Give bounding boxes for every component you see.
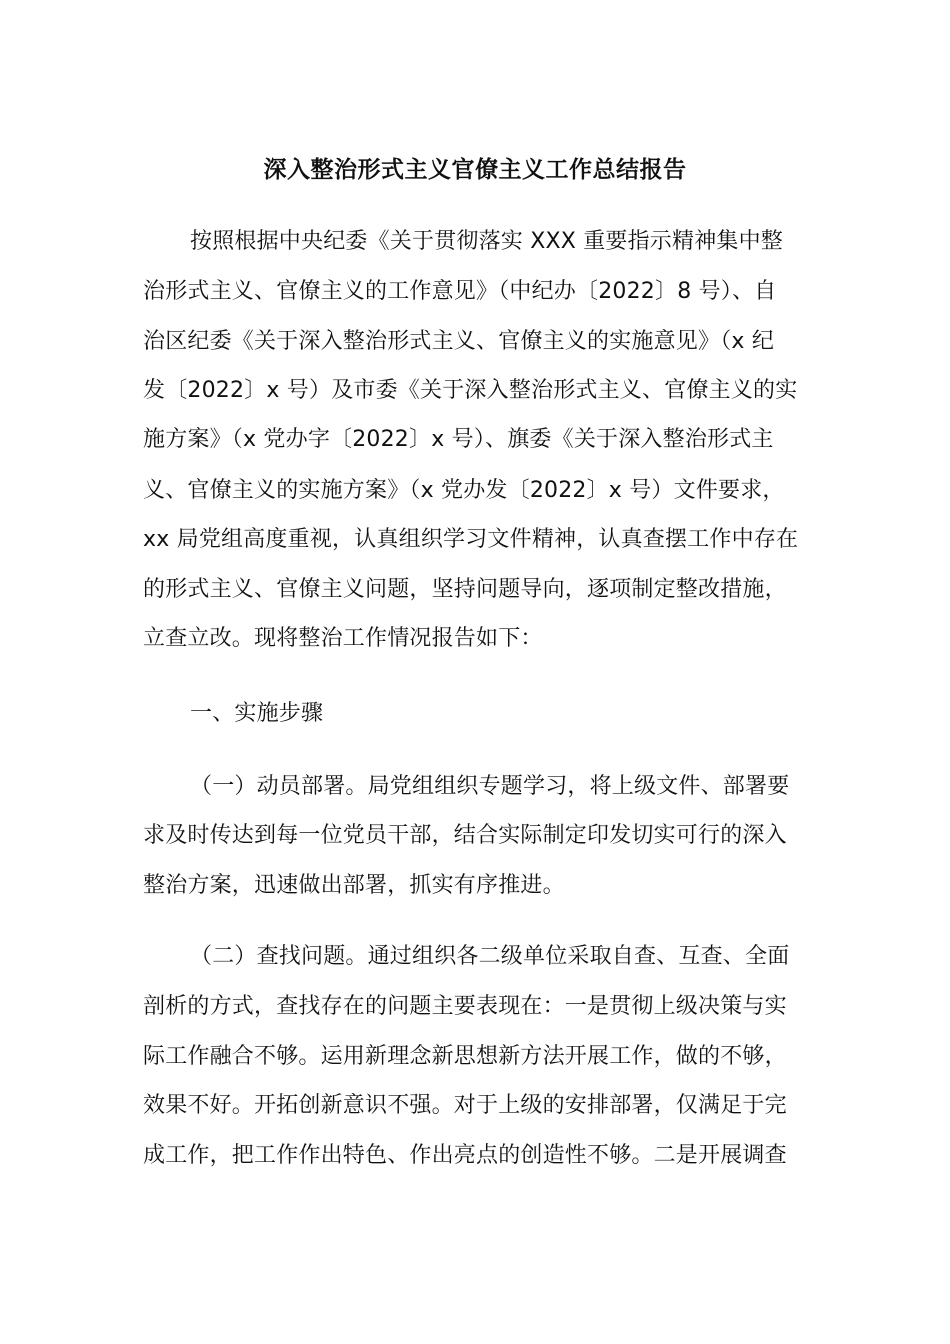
section-heading: 一、实施步骤 — [190, 701, 324, 726]
intro-line: xx 局党组高度重视，认真组织学习文件精神，认真查摆工作中存在 — [143, 527, 799, 552]
paragraph-line: 剖析的方式，查找存在的问题主要表现在：一是贯彻上级决策与实 — [143, 994, 787, 1019]
paragraph-line: 求及时传达到每一位党员干部，结合实际制定印发切实可行的深入 — [143, 823, 787, 848]
intro-line: 治形式主义、官僚主义的工作意见》（中纪办〔2022〕8 号）、自 — [143, 279, 777, 304]
intro-line: 义、官僚主义的实施方案》（x 党办发〔2022〕x 号）文件要求， — [143, 478, 785, 503]
intro-line: 治区纪委《关于深入整治形式主义、官僚主义的实施意见》（x 纪 — [143, 329, 775, 354]
intro-line: 的形式主义、官僚主义问题，坚持问题导向，逐项制定整改措施， — [143, 577, 787, 602]
paragraph-line: 整治方案，迅速做出部署，抓实有序推进。 — [143, 873, 565, 898]
intro-line: 发〔2022〕x 号）及市委《关于深入整治形式主义、官僚主义的实 — [143, 378, 798, 403]
paragraph-line: （一）动员部署。局党组组织专题学习，将上级文件、部署要 — [190, 774, 790, 799]
intro-line: 按照根据中央纪委《关于贯彻落实 XXX 重要指示精神集中整 — [190, 229, 784, 254]
paragraph-line: （二）查找问题。通过组织各二级单位采取自查、互查、全面 — [190, 944, 790, 969]
paragraph-line: 效果不好。开拓创新意识不强。对于上级的安排部署，仅满足于完 — [143, 1093, 787, 1118]
intro-line: 施方案》（x 党办字〔2022〕x 号）、旗委《关于深入整治形式主 — [143, 427, 774, 452]
paragraph-line: 际工作融合不够。运用新理念新思想新方法开展工作，做的不够， — [143, 1044, 787, 1069]
document-title: 深入整治形式主义官僚主义工作总结报告 — [263, 157, 687, 183]
intro-line: 立查立改。现将整治工作情况报告如下： — [143, 626, 543, 651]
paragraph-line: 成工作，把工作作出特色、作出亮点的创造性不够。二是开展调查 — [143, 1143, 787, 1168]
